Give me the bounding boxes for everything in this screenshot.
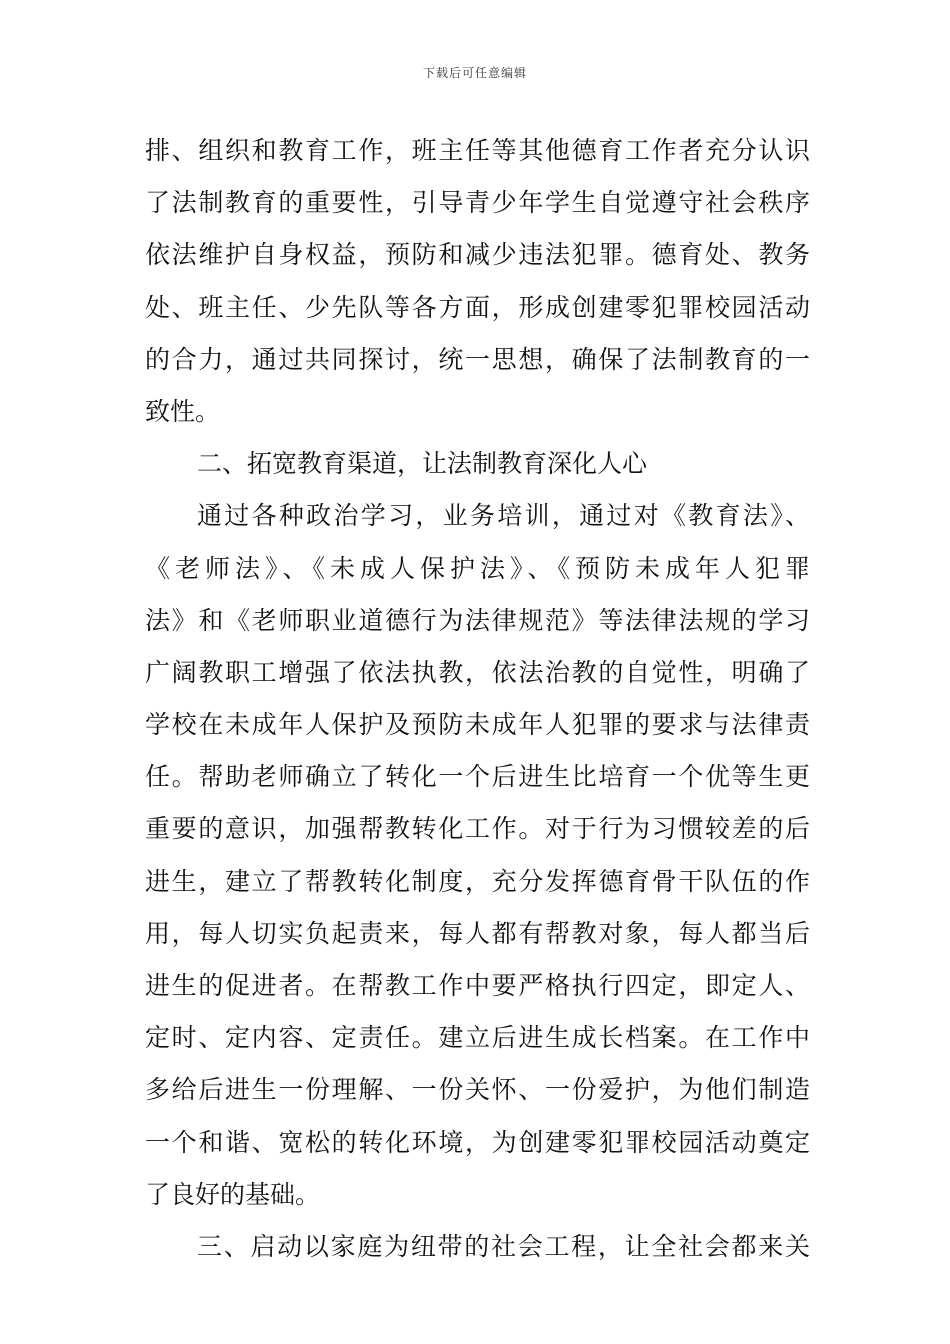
- body-line: 致性。: [145, 396, 221, 426]
- body-line: 通过各种政治学习，业务培训，通过对《教育法》、: [197, 501, 810, 531]
- body-line: 法》和《老师职业道德行为法律规范》等法律法规的学习: [145, 605, 810, 635]
- body-line: 排、组织和教育工作，班主任等其他德育工作者充分认识: [145, 136, 810, 165]
- document-body: [145, 125, 810, 1273]
- body-line: 任。帮助老师确立了转化一个后进生比培育一个优等生更: [145, 762, 810, 792]
- section-heading: 三、启动以家庭为纽带的社会工程，让全社会都来关: [197, 1231, 810, 1261]
- body-line: 的合力，通过共同探讨，统一思想，确保了法制教育的一: [145, 344, 810, 374]
- body-line: 了良好的基础。: [145, 1179, 321, 1209]
- body-line: 多给后进生一份理解、一份关怀、一份爱护，为他们制造: [145, 1075, 810, 1105]
- body-line: 《老师法》、《未成人保护法》、《预防未成年人犯罪: [145, 553, 810, 583]
- body-line: 了法制教育的重要性，引导青少年学生自觉遵守社会秩序: [145, 188, 810, 218]
- body-line: 处、班主任、少先队等各方面，形成创建零犯罪校园活动: [145, 292, 810, 322]
- body-line: 重要的意识，加强帮教转化工作。对于行为习惯较差的后: [145, 814, 810, 844]
- page-header: 下载后可任意编辑: [422, 66, 527, 80]
- body-line: 进生，建立了帮教转化制度，充分发挥德育骨干队伍的作: [145, 866, 810, 896]
- body-line: 定时、定内容、定责任。建立后进生成长档案。在工作中: [145, 1023, 810, 1053]
- body-line: 用，每人切实负起责来，每人都有帮教对象，每人都当后: [145, 918, 810, 948]
- section-heading: 二、拓宽教育渠道，让法制教育深化人心: [197, 449, 648, 479]
- body-line: 一个和谐、宽松的转化环境，为创建零犯罪校园活动奠定: [145, 1127, 810, 1157]
- body-line: 进生的促进者。在帮教工作中要严格执行四定，即定人、: [145, 971, 810, 1000]
- body-line: 广阔教职工增强了依法执教，依法治教的自觉性，明确了: [145, 657, 810, 687]
- body-line: 学校在未成年人保护及预防未成年人犯罪的要求与法律责: [145, 710, 810, 740]
- body-line: 依法维护自身权益，预防和减少违法犯罪。德育处、教务: [145, 240, 810, 270]
